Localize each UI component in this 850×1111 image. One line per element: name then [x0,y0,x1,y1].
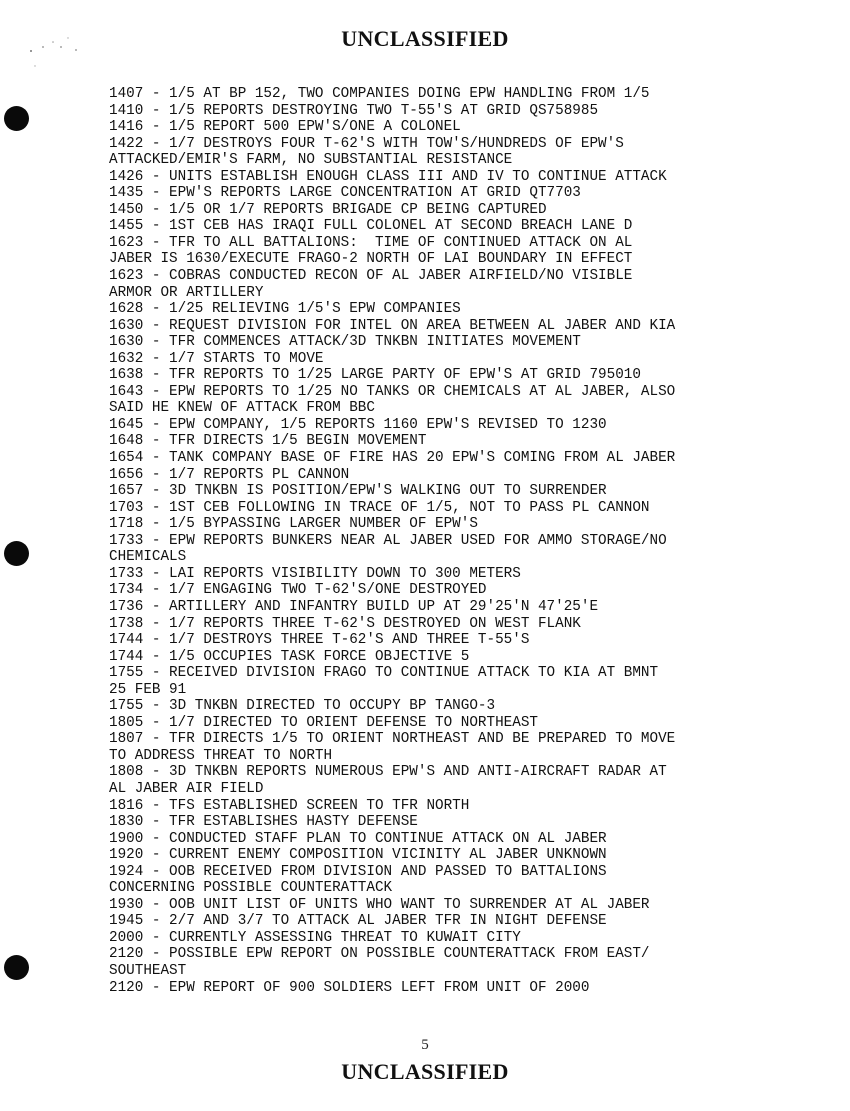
log-line: 1426 - UNITS ESTABLISH ENOUGH CLASS III AND IV TO CONTINUE ATTACK [109,168,667,185]
log-line: 1455 - 1ST CEB HAS IRAQI FULL COLONEL AT SECOND BREACH LANE D [109,218,633,235]
log-line: 1830 - TFR ESTABLISHES HASTY DEFENSE [109,814,418,831]
log-line: AL JABER AIR FIELD [109,780,264,797]
log-line: 1733 - LAI REPORTS VISIBILITY DOWN TO 300 METERS [109,565,521,582]
log-line: CONCERNING POSSIBLE COUNTERATTACK [109,880,393,897]
log-line: 2000 - CURRENTLY ASSESSING THREAT TO KUWAIT CITY [109,929,521,946]
page-number: 5 [421,1037,429,1053]
log-line: 1654 - TANK COMPANY BASE OF FIRE HAS 20 EPW'S COMING FROM AL JABER [109,450,676,467]
log-line: 1416 - 1/5 REPORT 500 EPW'S/ONE A COLONEL [109,119,461,136]
log-line: ARMOR OR ARTILLERY [109,284,264,301]
classification-header: UNCLASSIFIED [341,26,509,51]
log-line: 1807 - TFR DIRECTS 1/5 TO ORIENT NORTHEAST AND BE PREPARED TO MOVE [109,731,676,748]
log-line: 1628 - 1/25 RELIEVING 1/5'S EPW COMPANIES [109,301,461,318]
log-line: 1643 - EPW REPORTS TO 1/25 NO TANKS OR CHEMICALS AT AL JABER, ALSO [109,383,676,400]
log-line: 1816 - TFS ESTABLISHED SCREEN TO TFR NORTH [109,797,470,814]
log-line: 1623 - TFR TO ALL BATTALIONS: TIME OF CONTINUED ATTACK ON AL [109,234,633,251]
log-line: 1630 - REQUEST DIVISION FOR INTEL ON AREA BETWEEN AL JABER AND KIA [109,317,676,334]
log-line: 2120 - EPW REPORT OF 900 SOLDIERS LEFT FROM UNIT OF 2000 [109,979,590,996]
punch-hole-top [4,106,29,131]
log-line: 1920 - CURRENT ENEMY COMPOSITION VICINITY AL JABER UNKNOWN [109,847,607,864]
log-line: 2120 - POSSIBLE EPW REPORT ON POSSIBLE COUNTERATTACK FROM EAST/ [109,946,650,963]
log-line: 1645 - EPW COMPANY, 1/5 REPORTS 1160 EPW'S REVISED TO 1230 [109,416,607,433]
log-line: 1435 - EPW'S REPORTS LARGE CONCENTRATION AT GRID QT7703 [109,185,581,202]
log-line: 1718 - 1/5 BYPASSING LARGER NUMBER OF EPW'S [109,516,478,533]
log-line: SAID HE KNEW OF ATTACK FROM BBC [109,400,375,417]
log-line: 1623 - COBRAS CONDUCTED RECON OF AL JABER AIRFIELD/NO VISIBLE [109,268,633,285]
log-line: 1733 - EPW REPORTS BUNKERS NEAR AL JABER USED FOR AMMO STORAGE/NO [109,532,667,549]
log-line: 1407 - 1/5 AT BP 152, TWO COMPANIES DOING EPW HANDLING FROM 1/5 [109,86,650,102]
log-line: 1734 - 1/7 ENGAGING TWO T-62'S/ONE DESTROYED [109,582,487,599]
log-line: 1924 - OOB RECEIVED FROM DIVISION AND PASSED TO BATTALIONS [109,863,607,880]
log-line: 1900 - CONDUCTED STAFF PLAN TO CONTINUE ATTACK ON AL JABER [109,830,607,847]
log-line: ATTACKED/EMIR'S FARM, NO SUBSTANTIAL RESISTANCE [109,152,513,169]
log-line: 1738 - 1/7 REPORTS THREE T-62'S DESTROYED ON WEST FLANK [109,615,581,632]
log-line: 1736 - ARTILLERY AND INFANTRY BUILD UP AT 29'25'N 47'25'E [109,598,599,615]
log-line: 1422 - 1/7 DESTROYS FOUR T-62'S WITH TOW'S/HUNDREDS OF EPW'S [109,135,624,152]
log-line: 1657 - 3D TNKBN IS POSITION/EPW'S WALKING OUT TO SURRENDER [109,483,607,500]
log-line: JABER IS 1630/EXECUTE FRAGO-2 NORTH OF LAI BOUNDARY IN EFFECT [109,251,633,268]
punch-hole-middle [4,541,29,566]
log-line: 1410 - 1/5 REPORTS DESTROYING TWO T-55'S AT GRID QS758985 [109,102,599,119]
log-line: 1632 - 1/7 STARTS TO MOVE [109,350,324,367]
log-line: TO ADDRESS THREAT TO NORTH [109,747,333,764]
log-line: 1805 - 1/7 DIRECTED TO ORIENT DEFENSE TO NORTHEAST [109,714,538,731]
log-line: 1630 - TFR COMMENCES ATTACK/3D TNKBN INITIATES MOVEMENT [109,334,581,351]
punch-hole-bottom [4,955,29,980]
log-line: 1744 - 1/5 OCCUPIES TASK FORCE OBJECTIVE 5 [109,648,470,665]
log-line: 1945 - 2/7 AND 3/7 TO ATTACK AL JABER TFR IN NIGHT DEFENSE [109,913,607,930]
log-line: SOUTHEAST [109,962,187,979]
log-line: 1808 - 3D TNKBN REPORTS NUMEROUS EPW'S AND ANTI-AIRCRAFT RADAR AT [109,764,667,781]
log-line: 1450 - 1/5 OR 1/7 REPORTS BRIGADE CP BEING CAPTURED [109,201,547,218]
log-line: 1744 - 1/7 DESTROYS THREE T-62'S AND THREE T-55'S [109,632,530,649]
log-line: 25 FEB 91 [109,681,187,698]
log-line: 1930 - OOB UNIT LIST OF UNITS WHO WANT TO SURRENDER AT AL JABER [109,896,650,913]
log-line: 1755 - 3D TNKBN DIRECTED TO OCCUPY BP TANGO-3 [109,698,496,715]
log-line: 1755 - RECEIVED DIVISION FRAGO TO CONTINUE ATTACK TO KIA AT BMNT [109,665,659,682]
log-line: 1703 - 1ST CEB FOLLOWING IN TRACE OF 1/5, NOT TO PASS PL CANNON [109,499,650,516]
log-line: 1656 - 1/7 REPORTS PL CANNON [109,466,350,483]
log-line: 1638 - TFR REPORTS TO 1/25 LARGE PARTY OF EPW'S AT GRID 795010 [109,367,641,384]
log-line: 1648 - TFR DIRECTS 1/5 BEGIN MOVEMENT [109,433,427,450]
classification-footer: UNCLASSIFIED [341,1059,509,1084]
event-log [109,86,809,996]
log-line: CHEMICALS [109,549,187,566]
